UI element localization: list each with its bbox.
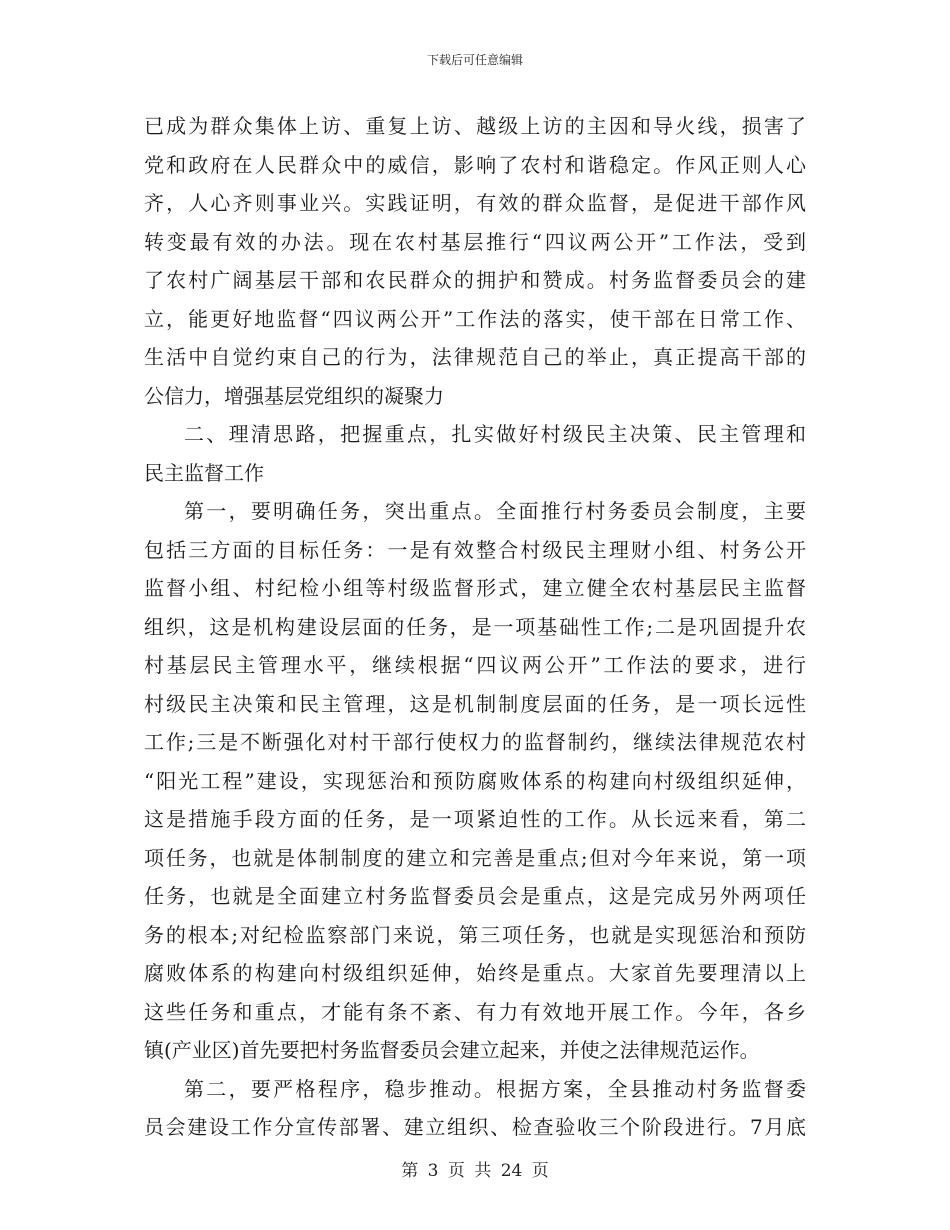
document-body [144, 107, 806, 1147]
text-line: 齐，人心齐则事业兴。实践证明，有效的群众监督，是促进干部作风 [144, 191, 806, 215]
text-line: 组织，这是机构建设层面的任务，是一项基础性工作;二是巩固提升农 [144, 614, 806, 639]
text-line: 工作;三是不断强化对村干部行使权力的监督制约，继续法律规范农村 [144, 730, 806, 754]
text-line: 村级民主决策和民主管理，这是机制制度层面的任务，是一项长远性 [144, 691, 806, 716]
text-line: 项任务，也就是体制制度的建立和完善是重点;但对今年来说，第一项 [144, 845, 806, 870]
section-heading-line: 二、理清思路，把握重点，扎实做好村级民主决策、民主管理和 [184, 422, 806, 446]
text-line: 生活中自觉约束自己的行为，法律规范自己的举止，真正提高干部的 [144, 345, 806, 369]
text-line: “阳光工程”建设，实现惩治和预防腐败体系的构建向村级组织延伸， [144, 768, 806, 793]
text-line: 第一，要明确任务，突出重点。全面推行村务委员会制度，主要 [184, 499, 806, 523]
text-line: 已成为群众集体上访、重复上访、越级上访的主因和导火线，损害了 [144, 114, 806, 138]
text-line: 村基层民主管理水平，继续根据“四议两公开”工作法的要求，进行 [144, 653, 806, 677]
text-line: 立，能更好地监督“四议两公开”工作法的落实，使干部在日常工作、 [144, 306, 806, 331]
text-line: 了农村广阔基层干部和农民群众的拥护和赞成。村务监督委员会的建 [144, 268, 806, 292]
text-line: 务的根本;对纪检监察部门来说，第三项任务，也就是实现惩治和预防 [144, 922, 806, 947]
text-line: 转变最有效的办法。现在农村基层推行“四议两公开”工作法，受到 [144, 229, 806, 254]
text-line: 这些任务和重点，才能有条不紊、有力有效地开展工作。今年，各乡 [144, 999, 806, 1024]
text-line: 第二，要严格程序，稳步推动。根据方案，全县推动村务监督委 [184, 1076, 806, 1101]
text-line: 监督小组、村纪检小组等村级监督形式，建立健全农村基层民主监督 [144, 576, 806, 600]
section-heading-line: 民主监督工作 [144, 460, 264, 485]
page-header: 下载后可任意编辑 [426, 53, 523, 67]
text-line: 党和政府在人民群众中的威信，影响了农村和谐稳定。作风正则人心 [144, 152, 806, 177]
text-line: 包括三方面的目标任务：一是有效整合村级民主理财小组、村务公开 [144, 537, 806, 562]
text-line: 腐败体系的构建向村级组织延伸，始终是重点。大家首先要理清以上 [144, 961, 806, 985]
text-line: 任务，也就是全面建立村务监督委员会是重点，这是完成另外两项任 [144, 884, 806, 908]
text-line: 公信力，增强基层党组织的凝聚力 [144, 383, 444, 408]
text-line: 这是措施手段方面的任务，是一项紧迫性的工作。从长远来看，第二 [144, 807, 806, 831]
page-number-footer: 第 3 页 共 24 页 [401, 1161, 549, 1181]
text-line: 员会建设工作分宣传部署、建立组织、检查验收三个阶段进行。7月底 [144, 1115, 806, 1139]
text-line: 镇(产业区)首先要把村务监督委员会建立起来，并使之法律规范运作。 [144, 1038, 760, 1062]
